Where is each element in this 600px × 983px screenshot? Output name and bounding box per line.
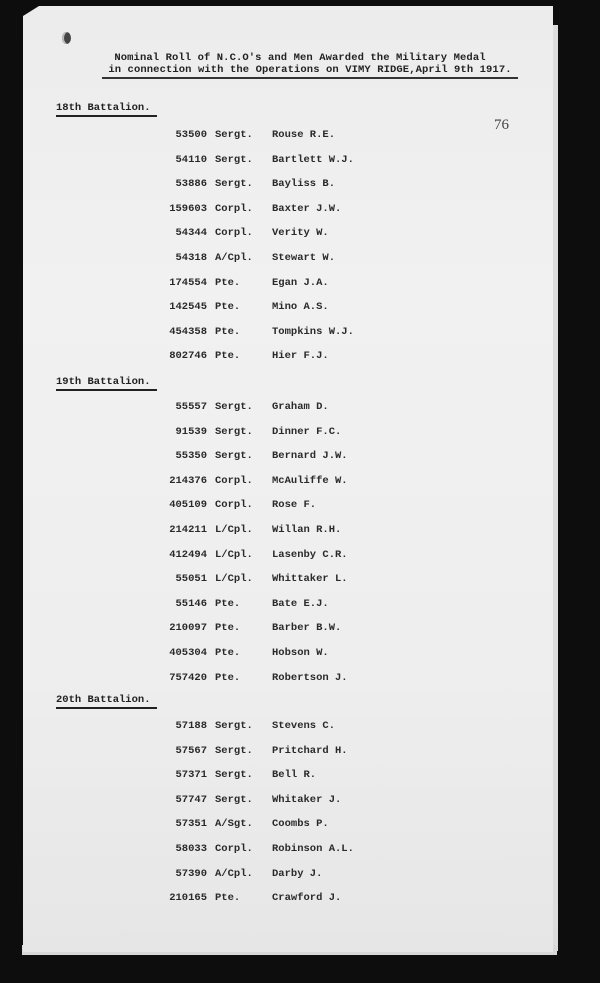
punch-hole bbox=[62, 32, 71, 44]
soldier-name: Bernard J.W. bbox=[272, 450, 348, 462]
rank: Sergt. bbox=[215, 794, 253, 806]
soldier-name: Pritchard H. bbox=[272, 745, 348, 757]
regimental-number: 142545 bbox=[169, 301, 207, 313]
roll-entry bbox=[150, 499, 316, 513]
rank: Pte. bbox=[215, 672, 241, 684]
title-line-1: Nominal Roll of N.C.O's and Men Awarded the Military Medal bbox=[114, 52, 486, 64]
title-line-2: in connection with the Operations on VIMY RIDGE,April 9th 1917. bbox=[102, 64, 517, 79]
roll-entry bbox=[150, 277, 329, 291]
rank: A/Cpl. bbox=[215, 252, 253, 264]
rank: Corpl. bbox=[215, 499, 253, 511]
soldier-name: Bartlett W.J. bbox=[272, 154, 354, 166]
regimental-number: 53500 bbox=[175, 129, 207, 141]
rank: Pte. bbox=[215, 892, 241, 904]
soldier-name: Robinson A.L. bbox=[272, 843, 354, 855]
soldier-name: Rose F. bbox=[272, 499, 317, 511]
roll-entry bbox=[150, 573, 348, 587]
soldier-name: Graham D. bbox=[272, 401, 329, 413]
soldier-name: Darby J. bbox=[272, 868, 323, 880]
rank: Pte. bbox=[215, 598, 241, 610]
rank: Sergt. bbox=[215, 178, 253, 190]
regimental-number: 55557 bbox=[175, 401, 207, 413]
soldier-name: Rouse R.E. bbox=[272, 129, 336, 141]
roll-entry bbox=[150, 672, 348, 686]
battalion-heading: 20th Battalion. bbox=[56, 694, 157, 709]
regimental-number: 54318 bbox=[175, 252, 207, 264]
page-number: 76 bbox=[494, 117, 509, 133]
rank: A/Sgt. bbox=[215, 818, 253, 830]
soldier-name: Egan J.A. bbox=[272, 277, 329, 289]
roll-entry bbox=[150, 129, 335, 143]
rank: Corpl. bbox=[215, 203, 253, 215]
roll-entry bbox=[150, 794, 341, 808]
regimental-number: 405304 bbox=[169, 647, 207, 659]
regimental-number: 214376 bbox=[169, 475, 207, 487]
regimental-number: 454358 bbox=[169, 326, 207, 338]
rank: Sergt. bbox=[215, 426, 253, 438]
rank: Sergt. bbox=[215, 745, 253, 757]
soldier-name: Bayliss B. bbox=[272, 178, 336, 190]
soldier-name: Hier F.J. bbox=[272, 350, 329, 362]
regimental-number: 53886 bbox=[175, 178, 207, 190]
rank: L/Cpl. bbox=[215, 524, 253, 536]
roll-entry bbox=[150, 647, 329, 661]
regimental-number: 57567 bbox=[175, 745, 207, 757]
roll-entry bbox=[150, 843, 354, 857]
rank: Corpl. bbox=[215, 475, 253, 487]
battalion-heading: 18th Battalion. bbox=[56, 102, 157, 117]
rank: Sergt. bbox=[215, 129, 253, 141]
rank: Sergt. bbox=[215, 401, 253, 413]
rank: Sergt. bbox=[215, 769, 253, 781]
regimental-number: 412494 bbox=[169, 549, 207, 561]
rank: Sergt. bbox=[215, 154, 253, 166]
soldier-name: Stevens C. bbox=[272, 720, 336, 732]
roll-entry bbox=[150, 549, 348, 563]
roll-entry bbox=[150, 818, 329, 832]
rank: Pte. bbox=[215, 622, 241, 634]
roll-entry bbox=[150, 401, 329, 415]
soldier-name: Baxter J.W. bbox=[272, 203, 342, 215]
regimental-number: 405109 bbox=[169, 499, 207, 511]
regimental-number: 57351 bbox=[175, 818, 207, 830]
soldier-name: Mino A.S. bbox=[272, 301, 329, 313]
rank: L/Cpl. bbox=[215, 549, 253, 561]
regimental-number: 210097 bbox=[169, 622, 207, 634]
roll-entry bbox=[150, 622, 341, 636]
roll-entry bbox=[150, 326, 354, 340]
roll-entry bbox=[150, 745, 348, 759]
regimental-number: 54110 bbox=[175, 154, 207, 166]
regimental-number: 55051 bbox=[175, 573, 207, 585]
roll-entry bbox=[150, 475, 348, 489]
soldier-name: Hobson W. bbox=[272, 647, 329, 659]
regimental-number: 174554 bbox=[169, 277, 207, 289]
rank: Sergt. bbox=[215, 450, 253, 462]
rank: Sergt. bbox=[215, 720, 253, 732]
regimental-number: 57188 bbox=[175, 720, 207, 732]
regimental-number: 210165 bbox=[169, 892, 207, 904]
roll-entry bbox=[150, 598, 329, 612]
soldier-name: Bell R. bbox=[272, 769, 317, 781]
soldier-name: Stewart W. bbox=[272, 252, 336, 264]
soldier-name: Barber B.W. bbox=[272, 622, 342, 634]
rank: Pte. bbox=[215, 326, 241, 338]
soldier-name: Lasenby C.R. bbox=[272, 549, 348, 561]
roll-entry bbox=[150, 301, 329, 315]
rank: Pte. bbox=[215, 647, 241, 659]
soldier-name: Coombs P. bbox=[272, 818, 329, 830]
rank: A/Cpl. bbox=[215, 868, 253, 880]
roll-entry bbox=[150, 252, 335, 266]
regimental-number: 55146 bbox=[175, 598, 207, 610]
regimental-number: 757420 bbox=[169, 672, 207, 684]
rank: Pte. bbox=[215, 277, 241, 289]
soldier-name: Verity W. bbox=[272, 227, 329, 239]
regimental-number: 58033 bbox=[175, 843, 207, 855]
rank: Corpl. bbox=[215, 843, 253, 855]
regimental-number: 214211 bbox=[169, 524, 207, 536]
regimental-number: 159603 bbox=[169, 203, 207, 215]
soldier-name: Robertson J. bbox=[272, 672, 348, 684]
rank: L/Cpl. bbox=[215, 573, 253, 585]
rank: Pte. bbox=[215, 301, 241, 313]
soldier-name: Crawford J. bbox=[272, 892, 342, 904]
soldier-name: Whittaker L. bbox=[272, 573, 348, 585]
roll-entry bbox=[150, 450, 348, 464]
battalion-heading: 19th Battalion. bbox=[56, 376, 157, 391]
roll-entry bbox=[150, 720, 335, 734]
roll-entry bbox=[150, 769, 316, 783]
regimental-number: 57747 bbox=[175, 794, 207, 806]
roll-entry bbox=[150, 426, 341, 440]
soldier-name: Whitaker J. bbox=[272, 794, 342, 806]
roll-entry bbox=[150, 868, 322, 882]
roll-entry bbox=[150, 350, 329, 364]
soldier-name: Bate E.J. bbox=[272, 598, 329, 610]
rank: Pte. bbox=[215, 350, 241, 362]
soldier-name: McAuliffe W. bbox=[272, 475, 348, 487]
soldier-name: Willan R.H. bbox=[272, 524, 342, 536]
regimental-number: 802746 bbox=[169, 350, 207, 362]
soldier-name: Tompkins W.J. bbox=[272, 326, 354, 338]
regimental-number: 55350 bbox=[175, 450, 207, 462]
roll-entry bbox=[150, 524, 341, 538]
regimental-number: 57371 bbox=[175, 769, 207, 781]
regimental-number: 91539 bbox=[175, 426, 207, 438]
rank: Corpl. bbox=[215, 227, 253, 239]
soldier-name: Dinner F.C. bbox=[272, 426, 342, 438]
roll-entry bbox=[150, 227, 329, 241]
document-title bbox=[0, 52, 600, 79]
roll-entry bbox=[150, 178, 335, 192]
roll-entry bbox=[150, 154, 354, 168]
roll-entry bbox=[150, 203, 341, 217]
regimental-number: 54344 bbox=[175, 227, 207, 239]
regimental-number: 57390 bbox=[175, 868, 207, 880]
roll-entry bbox=[150, 892, 341, 906]
